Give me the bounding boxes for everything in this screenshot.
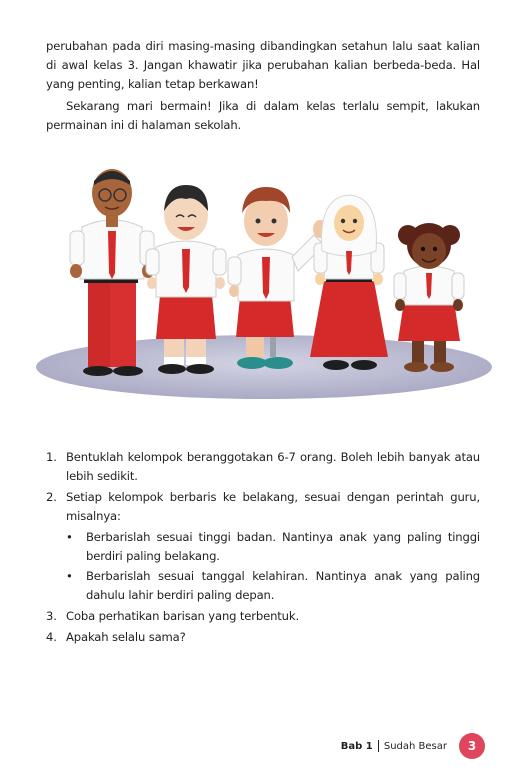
children-illustration — [36, 155, 492, 405]
play-paragraph: Sekarang mari bermain! Jika di dalam kelas terlalu sempit, lakukan permainan ini di halaman sekolah. — [46, 99, 480, 132]
sublist-item — [66, 567, 480, 605]
step-number: 2. — [46, 490, 57, 504]
sublist-text: Berbarislah sesuai tanggal kelahiran. Nantinya anak yang paling dahulu lahir berdiri paling depan. — [86, 569, 480, 602]
bullet-icon: • — [66, 569, 73, 583]
activity-steps — [46, 448, 480, 649]
list-item — [46, 628, 480, 647]
chapter-title: Sudah Besar — [383, 740, 447, 752]
step-text: Apakah selalu sama? — [66, 630, 186, 644]
list-item — [46, 607, 480, 626]
page-number-badge: 3 — [459, 733, 485, 759]
step-text: Setiap kelompok berbaris ke belakang, sesuai dengan perintah guru, misalnya: — [66, 490, 480, 523]
step-sublist — [66, 528, 480, 605]
step-text: Bentuklah kelompok beranggotakan 6-7 orang. Boleh lebih banyak atau lebih sedikit. — [66, 450, 480, 483]
sublist-text: Berbarislah sesuai tinggi badan. Nantinya anak yang paling tinggi berdiri paling belakang. — [86, 530, 480, 563]
page-footer — [341, 732, 485, 760]
footer-divider — [378, 740, 379, 752]
intro-paragraph: perubahan pada diri masing-masing dibandingkan setahun lalu saat kalian di awal kelas 3. Jangan khawatir jika perubahan kalian berbeda-beda. Hal yang penting, kalian tetap berkawan! — [46, 39, 480, 91]
chapter-label: Bab 1 — [340, 740, 373, 752]
step-text: Coba perhatikan barisan yang terbentuk. — [66, 609, 299, 623]
step-number: 1. — [46, 450, 57, 464]
list-item — [46, 488, 480, 605]
step-number: 4. — [46, 630, 57, 644]
list-item — [46, 448, 480, 486]
bullet-icon: • — [66, 530, 73, 544]
sublist-item — [66, 528, 480, 566]
step-number: 3. — [46, 609, 57, 623]
